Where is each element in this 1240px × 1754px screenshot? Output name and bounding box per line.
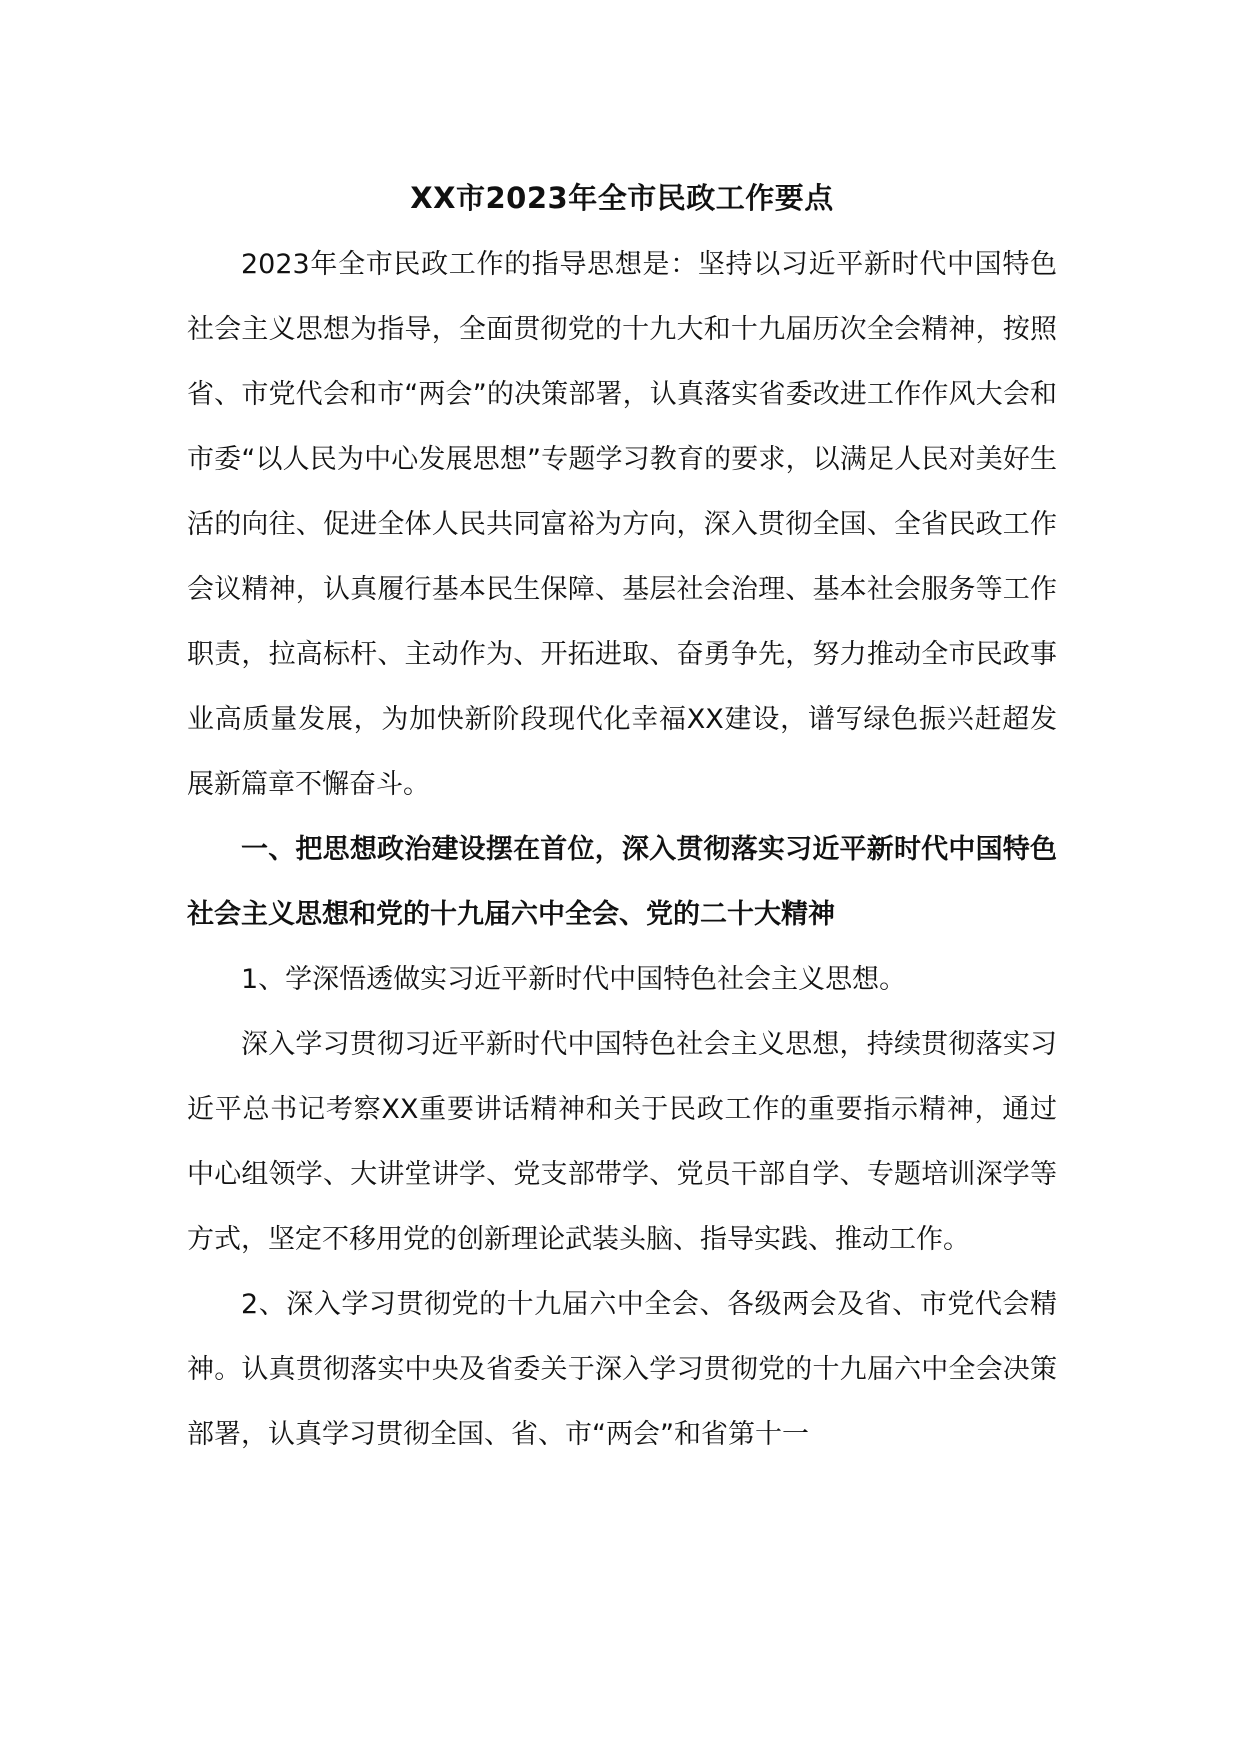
item-heading-1: 1、学深悟透做实习近平新时代中国特色社会主义思想。 — [241, 964, 907, 995]
item-1-body-paragraph: 深入学习贯彻习近平新时代中国特色社会主义思想，持续贯彻落实习近平总书记考察XX重要讲话精神和关于民政工作的重要指示精神，通过中心组领学、大讲堂讲学、党支部带学、党员干部自学、专题培训深学等方式，坚定不移用党的创新理论武装头脑、指导实践、推动工作。 — [187, 1029, 1057, 1255]
item-2-paragraph: 2、深入学习贯彻党的十九届六中全会、各级两会及省、市党代会精神。认真贯彻落实中央及省委关于深入学习贯彻党的十九届六中全会决策部署，认真学习贯彻全国、省、市“两会”和省第十一 — [187, 1289, 1057, 1450]
guiding-ideology-paragraph: 2023年全市民政工作的指导思想是：坚持以习近平新时代中国特色社会主义思想为指导，全面贯彻党的十九大和十九届历次全会精神，按照省、市党代会和市“两会”的决策部署，认真落实省委改进工作作风大会和市委“以人民为中心发展思想”专题学习教育的要求，以满足人民对美好生活的向往、促进全体人民共同富裕为方向，深入贯彻全国、全省民政工作会议精神，认真履行基本民生保障、基层社会治理、基本社会服务等工作职责，拉高标杆、主动作为、开拓进取、奋勇争先，努力推动全市民政事业高质量发展，为加快新阶段现代化幸福XX建设，谱写绿色振兴赶超发展新篇章不懈奋斗。 — [187, 249, 1057, 800]
section-heading-1: 一、把思想政治建设摆在首位，深入贯彻落实习近平新时代中国特色社会主义思想和党的十九届六中全会、党的二十大精神 — [187, 834, 1057, 930]
document-body — [187, 170, 1057, 1467]
document-title: XX市2023年全市民政工作要点 — [410, 181, 834, 215]
